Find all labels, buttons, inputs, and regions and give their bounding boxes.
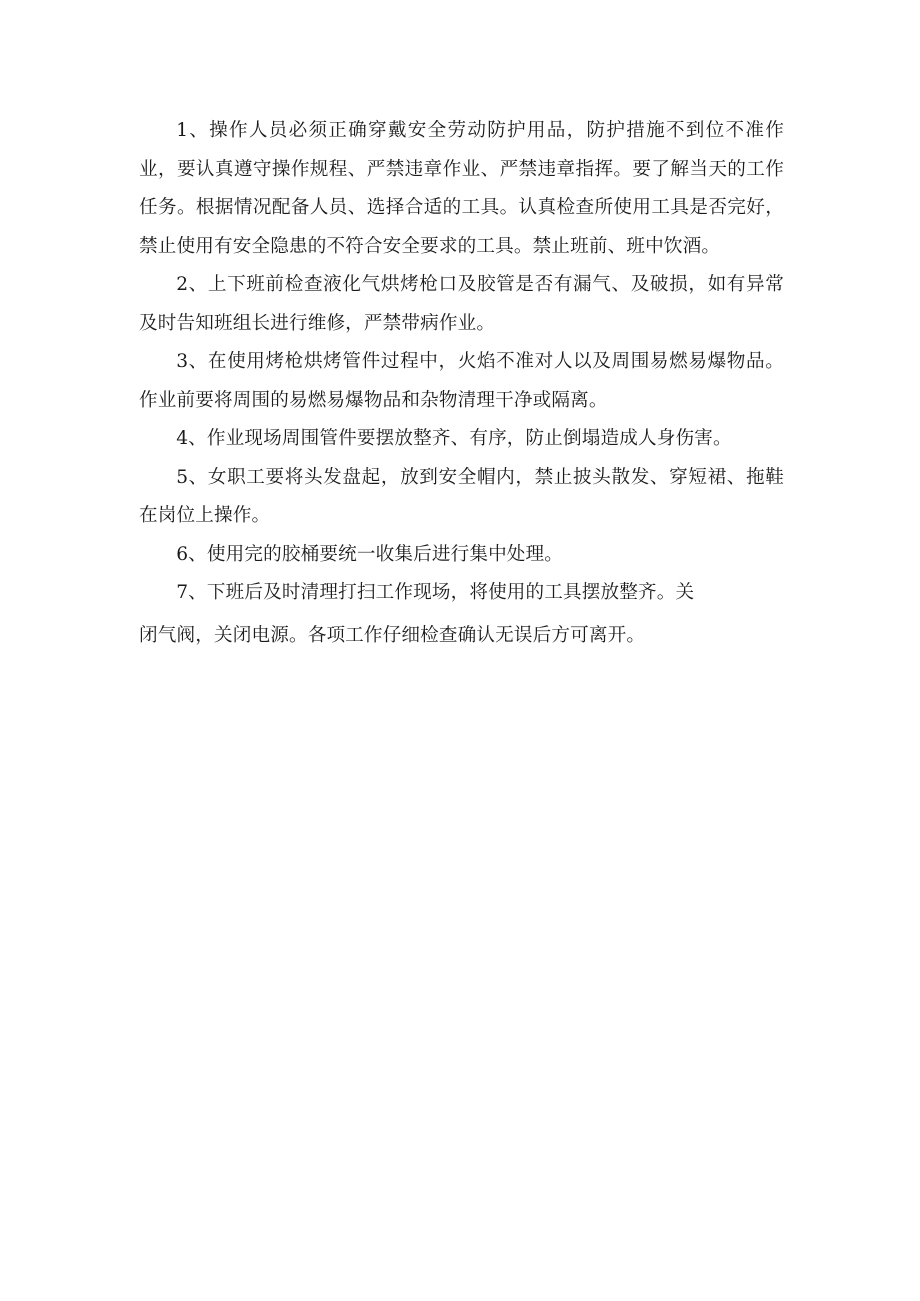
- paragraph-7-continuation: 闭气阀，关闭电源。各项工作仔细检查确认无误后方可离开。: [139, 624, 646, 646]
- paragraph-3: 3、在使用烤枪烘烤管件过程中，火焰不准对人以及周围易燃易爆物品。作业前要将周围的易燃易爆物品和杂物清理干净或隔离。: [139, 351, 784, 411]
- paragraph-5: 5、女职工要将头发盘起，放到安全帽内，禁止披头散发、穿短裙、拖鞋在岗位上操作。: [139, 466, 784, 526]
- paragraph-1: 1、操作人员必须正确穿戴安全劳动防护用品，防护措施不到位不准作业，要认真遵守操作规程、严禁违章作业、严禁违章指挥。要了解当天的工作任务。根据情况配备人员、选择合适的工具。认真检查所使用工具是否完好，禁止使用有安全隐患的不符合安全要求的工具。禁止班前、班中饮酒。: [139, 120, 784, 257]
- paragraph-2: 2、上下班前检查液化气烘烤枪口及胶管是否有漏气、及破损，如有异常及时告知班组长进行维修，严禁带病作业。: [139, 274, 784, 334]
- paragraph-6: 6、使用完的胶桶要统一收集后进行集中处理。: [176, 543, 564, 565]
- document-body: [139, 112, 784, 655]
- paragraph-7: 7、下班后及时清理打扫工作现场，将使用的工具摆放整齐。关: [176, 582, 695, 603]
- paragraph-4: 4、作业现场周围管件要摆放整齐、有序，防止倒塌造成人身伤害。: [176, 428, 732, 449]
